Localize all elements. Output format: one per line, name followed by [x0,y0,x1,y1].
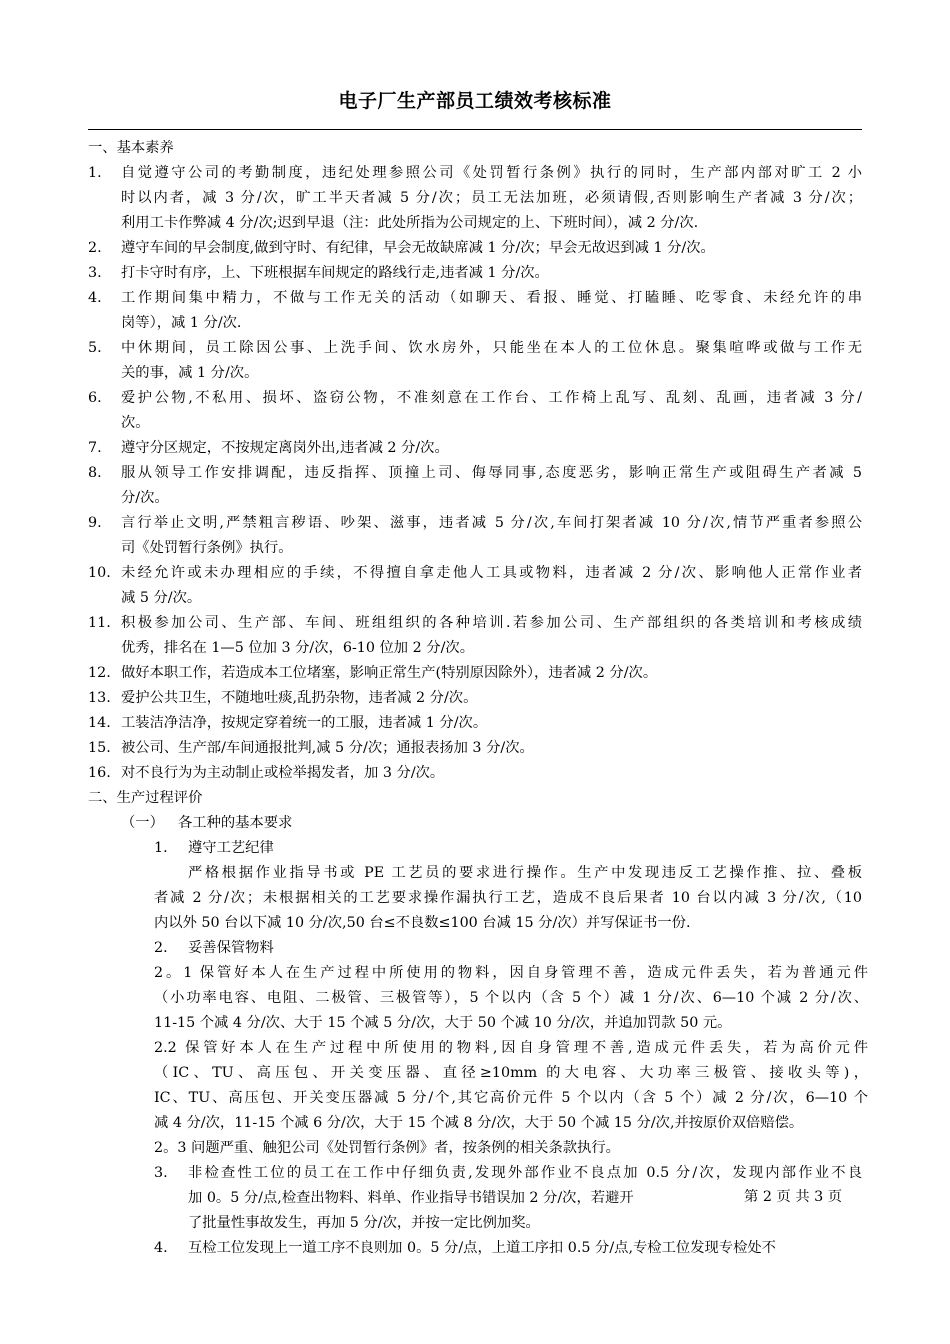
list-item-text: 自觉遵守公司的考勤制度，违纪处理参照公司《处罚暂行条例》执行的同时，生产部内部对旷工 2 小 [121,165,862,181]
paragraph-line: 2。3 问题严重、触犯公司《处罚暂行条例》者，按条例的相关条款执行。 [154,1140,620,1156]
section-heading: 一、基本素养 [88,140,174,156]
list-item-text: 时以内者，减 3 分/次，旷工半天者减 5 分/次；员工无法加班，必须请假,否则影响生产者减 3 分/次； [121,190,862,206]
list-item-text: 被公司、生产部/车间通报批判,减 5 分/次；通报表扬加 3 分/次。 [121,740,534,756]
section-heading: 二、生产过程评价 [88,790,203,806]
list-item-text: 打卡守时有序，上、下班根据车间规定的路线行走,违者减 1 分/次。 [121,265,549,281]
list-item-label: 遵守工艺纪律 [188,840,274,856]
subsection-marker: （一） [121,815,164,831]
list-item-number: 3. [154,1165,168,1181]
list-item-number: 5. [88,340,102,356]
list-item-text: 遵守分区规定，不按规定离岗外出,违者减 2 分/次。 [121,440,449,456]
list-item-number: 15. [88,740,111,756]
list-item-number: 7. [88,440,102,456]
list-item-text: 服从领导工作安排调配，违反指挥、顶撞上司、侮辱同事,态度恶劣，影响正常生产或阻碍生产者减 5 [121,465,862,481]
list-item-text: 司《处罚暂行条例》执行。 [121,540,293,556]
list-item-text: 次。 [121,415,150,431]
list-item-number: 1. [88,165,102,181]
paragraph-line: 减 4 分/次，11-15 个减 6 分/次，大于 15 个减 8 分/次，大于 50 个减 15 分/次,并按原价双倍赔偿。 [154,1115,804,1131]
list-item-text: 关的事，减 1 分/次。 [121,365,259,381]
paragraph-line: IC、TU、高压包、开关变压器减 5 分/个,其它高价元件 5 个以内（含 5 个）减 2 分/次，6—10 个 [154,1090,868,1106]
paragraph-line: （小功率电容、电阻、二极管、三极管等），5 个以内（含 5 个）减 1 分/次、6—10 个减 2 分/次、 [154,990,868,1006]
list-item-number: 1. [154,840,168,856]
list-item-text: 了批量性事故发生，再加 5 分/次，并按一定比例加奖。 [188,1215,540,1231]
paragraph-line: 11-15 个减 4 分/次、大于 15 个减 5 分/次，大于 50 个减 10 分/次，并追加罚款 50 元。 [154,1015,732,1031]
list-item-number: 3. [88,265,102,281]
paragraph-line: 2。1 保管好本人在生产过程中所使用的物料，因自身管理不善，造成元件丢失，若为普通元件 [154,965,868,981]
list-item-text: 分/次。 [121,490,169,506]
list-item-number: 11. [88,615,111,631]
title-divider [88,129,862,130]
list-item-number: 2. [88,240,102,256]
list-item-text: 优秀，排名在 1—5 位加 3 分/次，6-10 位加 2 分/次。 [121,640,474,656]
list-item-text: 互检工位发现上一道工序不良则加 0。5 分/点，上道工序扣 0.5 分/点,专检工位发现专检处不 [188,1240,776,1256]
list-item-number: 6. [88,390,102,406]
list-item-text: 言行举止文明,严禁粗言秽语、吵架、滋事，违者减 5 分/次,车间打架者减 10 分/次,情节严重者参照公 [121,515,862,531]
list-item-text: 非检查性工位的员工在工作中仔细负责,发现外部作业不良点加 0.5 分/次，发现内部作业不良 [188,1165,862,1181]
paragraph-line: 2.2 保管好本人在生产过程中所使用的物料,因自身管理不善,造成元件丢失，若为高价元件 [154,1040,868,1056]
list-item-text: 爱护公物,不私用、损坏、盗窃公物，不准刻意在工作台、工作椅上乱写、乱刻、乱画，违者减 3 分/ [121,390,862,406]
list-item-number: 4. [88,290,102,306]
list-item-text: 利用工卡作弊减 4 分/次;迟到早退（注：此处所指为公司规定的上、下班时间），减 2 分/次. [121,215,699,231]
list-item-text: 工装洁净洁净，按规定穿着统一的工服，违者减 1 分/次。 [121,715,488,731]
list-item-text: 对不良行为为主动制止或检举揭发者，加 3 分/次。 [121,765,445,781]
paragraph-line: 严格根据作业指导书或 PE 工艺员的要求进行操作。生产中发现违反工艺操作推、拉、叠板 [188,865,862,881]
list-item-number: 13. [88,690,111,706]
subsection-label: 各工种的基本要求 [178,815,293,831]
list-item-number: 9. [88,515,102,531]
list-item-label: 妥善保管物料 [188,940,274,956]
list-item-text: 中休期间，员工除因公事、上洗手间、饮水房外，只能坐在本人的工位休息。聚集喧哗或做与工作无 [121,340,862,356]
list-item-text: 岗等），减 1 分/次. [121,315,242,331]
list-item-text: 做好本职工作，若造成本工位堵塞，影响正常生产(特别原因除外），违者减 2 分/次。 [121,665,658,681]
list-item-text: 未经允许或未办理相应的手续，不得擅自拿走他人工具或物料，违者减 2 分/次、影响他人正常作业者 [121,565,862,581]
list-item-number: 10. [88,565,111,581]
list-item-text: 减 5 分/次。 [121,590,202,606]
list-item-text: 工作期间集中精力，不做与工作无关的活动（如聊天、看报、睡觉、打瞌睡、吃零食、未经允许的串 [121,290,862,306]
list-item-number: 12. [88,665,111,681]
list-item-number: 14. [88,715,111,731]
list-item-text: 加 0。5 分/点,检查出物料、料单、作业指导书错误加 2 分/次，若避开 [188,1190,634,1206]
list-item-text: 积极参加公司、生产部、车间、班组组织的各种培训.若参加公司、生产部组织的各类培训和考核成绩 [121,615,862,631]
list-item-text: 遵守车间的早会制度,做到守时、有纪律，早会无故缺席减 1 分/次；早会无故迟到减 1 分/次。 [121,240,715,256]
list-item-number: 8. [88,465,102,481]
page-footer: 第 2 页 共 3 页 [744,1189,843,1205]
list-item-number: 2. [154,940,168,956]
list-item-number: 16. [88,765,111,781]
list-item-number: 4. [154,1240,168,1256]
paragraph-line: （IC、TU、高压包、开关变压器、直径≥10mm 的大电容、大功率三极管、接收头等)， [154,1065,868,1081]
page-title: 电子厂生产部员工绩效考核标准 [338,90,612,112]
paragraph-line: 者减 2 分/次；未根据相关的工艺要求操作漏执行工艺，造成不良后果者 10 台以内减 3 分/次,（10 [154,890,862,906]
paragraph-line: 内以外 50 台以下减 10 分/次,50 台≤不良数≤100 台减 15 分/次）并写保证书一份. [154,915,691,931]
list-item-text: 爱护公共卫生，不随地吐痰,乱扔杂物，违者减 2 分/次。 [121,690,478,706]
